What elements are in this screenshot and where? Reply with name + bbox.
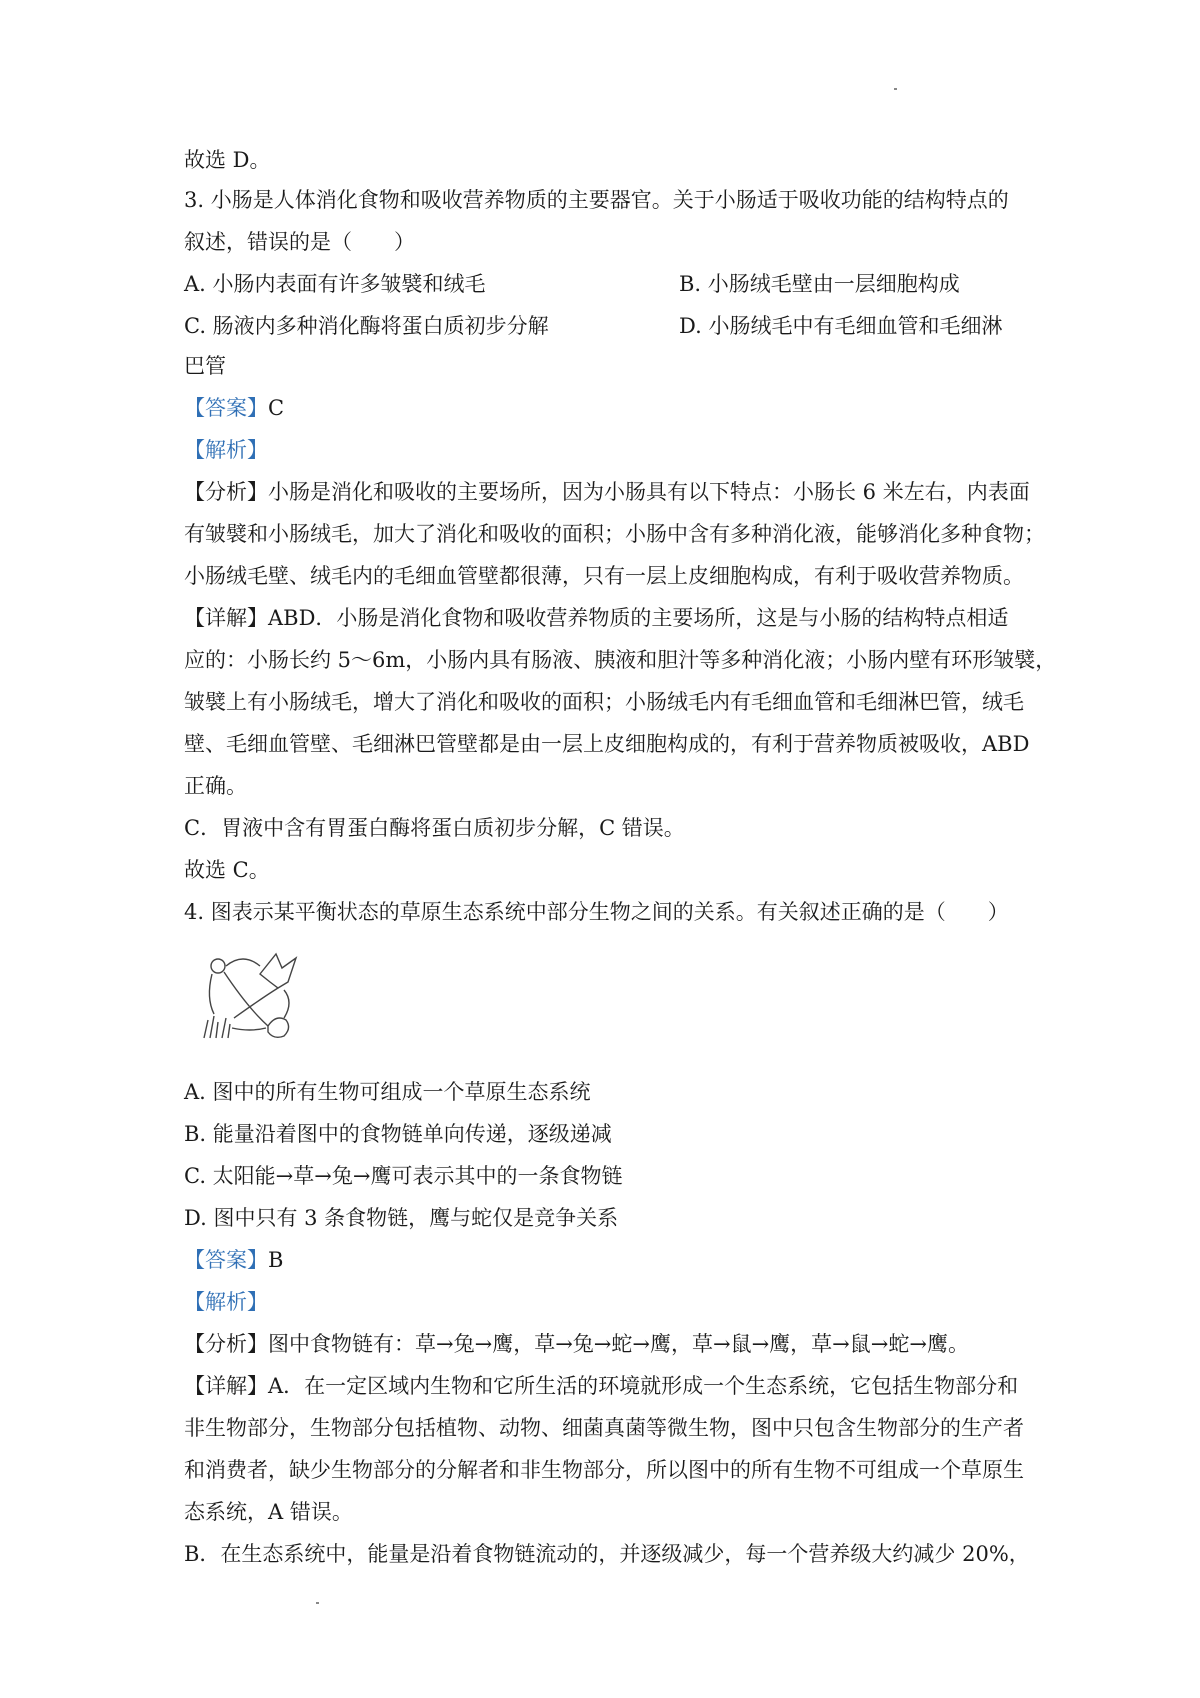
q4-option-a: A. 图中的所有生物可组成一个草原生态系统 [184, 1080, 591, 1104]
detail-tag: 【详解】 [184, 606, 268, 630]
q4-answer-value: B [268, 1248, 284, 1272]
q3-analysis-line-2: 有皱襞和小肠绒毛，加大了消化和吸收的面积；小肠中含有多种消化液，能够消化多种食物； [184, 522, 1045, 546]
q3-stem-line-2: 叙述，错误的是（ ） [184, 230, 415, 254]
answer-tag: 【答案】 [184, 1248, 268, 1272]
q3-option-d-continued: 巴管 [184, 354, 226, 378]
q3-detail-line-5: 正确。 [184, 774, 247, 798]
q4-detail-line-3: 和消费者，缺少生物部分的分解者和非生物部分，所以图中的所有生物不可组成一个草原生 [184, 1458, 1024, 1482]
analysis-tag: 【分析】 [184, 1332, 268, 1356]
q3-detail-line-1 [184, 604, 1008, 632]
q3-option-d: D. 小肠绒毛中有毛细血管和毛细淋 [679, 314, 1003, 338]
q4-detail-line-4: 态系统，A 错误。 [184, 1500, 353, 1524]
q4-analysis-line [184, 1330, 969, 1358]
q3-detail-line-2: 应的：小肠长约 5～6m，小肠内具有肠液、胰液和胆汁等多种消化液；小肠内壁有环形皱襞， [184, 648, 1057, 672]
arrow-grass-rabbit [232, 1028, 266, 1030]
q3-detail-option-c: C．胃液中含有胃蛋白酶将蛋白质初步分解，C 错误。 [184, 816, 685, 840]
q3-analysis-text-1: 小肠是消化和吸收的主要场所，因为小肠具有以下特点：小肠长 6 米左右，内表面 [268, 480, 1030, 504]
detail-tag: 【详解】 [184, 1374, 268, 1398]
q4-detail-text-1: A．在一定区域内生物和它所生活的环境就形成一个生态系统，它包括生物部分和 [268, 1374, 1019, 1398]
q3-answer [184, 394, 284, 422]
q3-detail-text-1: ABD．小肠是消化食物和吸收营养物质的主要场所，这是与小肠的结构特点相适 [268, 606, 1009, 630]
analysis-header-tag: 【解析】 [184, 438, 268, 462]
mouse-figure [211, 959, 225, 973]
q4-option-d: D. 图中只有 3 条食物链，鹰与蛇仅是竞争关系 [184, 1206, 619, 1230]
q4-detail-option-b: B．在生态系统中，能量是沿着食物链流动的，并逐级减少，每一个营养级大约减少 20%， [184, 1542, 1030, 1566]
q4-answer [184, 1246, 283, 1274]
grass-figure [204, 1016, 230, 1038]
snake-figure [268, 1018, 289, 1037]
q2-conclusion: 故选 D。 [184, 148, 271, 172]
q3-answer-value: C [268, 396, 285, 420]
answer-tag: 【答案】 [184, 396, 268, 420]
hawk-figure [260, 954, 296, 988]
q4-analysis-header [184, 1288, 268, 1316]
q3-option-c: C. 肠液内多种消化酶将蛋白质初步分解 [184, 314, 549, 338]
q4-stem: 4. 图表示某平衡状态的草原生态系统中部分生物之间的关系。有关叙述正确的是（ ） [184, 900, 1009, 924]
q3-detail-line-3: 皱襞上有小肠绒毛，增大了消化和吸收的面积；小肠绒毛内有毛细血管和毛细淋巴管，绒毛 [184, 690, 1024, 714]
arrow-snake-hawk [284, 990, 289, 1018]
food-web-figure [198, 948, 328, 1042]
q3-stem-line-1: 3. 小肠是人体消化食物和吸收营养物质的主要器官。关于小肠适于吸收功能的结构特点的 [184, 188, 1009, 212]
q4-option-b: B. 能量沿着图中的食物链单向传递，逐级递减 [184, 1122, 612, 1146]
q4-analysis-text: 图中食物链有：草→兔→鹰，草→兔→蛇→鹰，草→鼠→鹰，草→鼠→蛇→鹰。 [268, 1332, 969, 1356]
q4-detail-line-1 [184, 1372, 1018, 1400]
q3-option-b: B. 小肠绒毛壁由一层细胞构成 [679, 272, 960, 296]
q4-detail-line-2: 非生物部分，生物部分包括植物、动物、细菌真菌等微生物，图中只包含生物部分的生产者 [184, 1416, 1024, 1440]
scan-speck [316, 1602, 319, 1604]
arrow-grass-mouse [209, 974, 214, 1014]
analysis-tag: 【分析】 [184, 480, 268, 504]
scan-speck [894, 88, 897, 90]
analysis-header-tag: 【解析】 [184, 1290, 268, 1314]
q4-option-c: C. 太阳能→草→兔→鹰可表示其中的一条食物链 [184, 1164, 623, 1188]
q3-conclusion: 故选 C。 [184, 858, 270, 882]
q3-analysis-line-1 [184, 478, 1030, 506]
arrow-mouse-hawk [226, 959, 260, 966]
q3-analysis-header [184, 436, 268, 464]
q3-option-a: A. 小肠内表面有许多皱襞和绒毛 [184, 272, 486, 296]
q3-detail-line-4: 壁、毛细血管壁、毛细淋巴管壁都是由一层上皮细胞构成的，有利于营养物质被吸收，ABD [184, 732, 1030, 756]
q3-analysis-line-3: 小肠绒毛壁、绒毛内的毛细血管壁都很薄，只有一层上皮细胞构成，有利于吸收营养物质。 [184, 564, 1024, 588]
